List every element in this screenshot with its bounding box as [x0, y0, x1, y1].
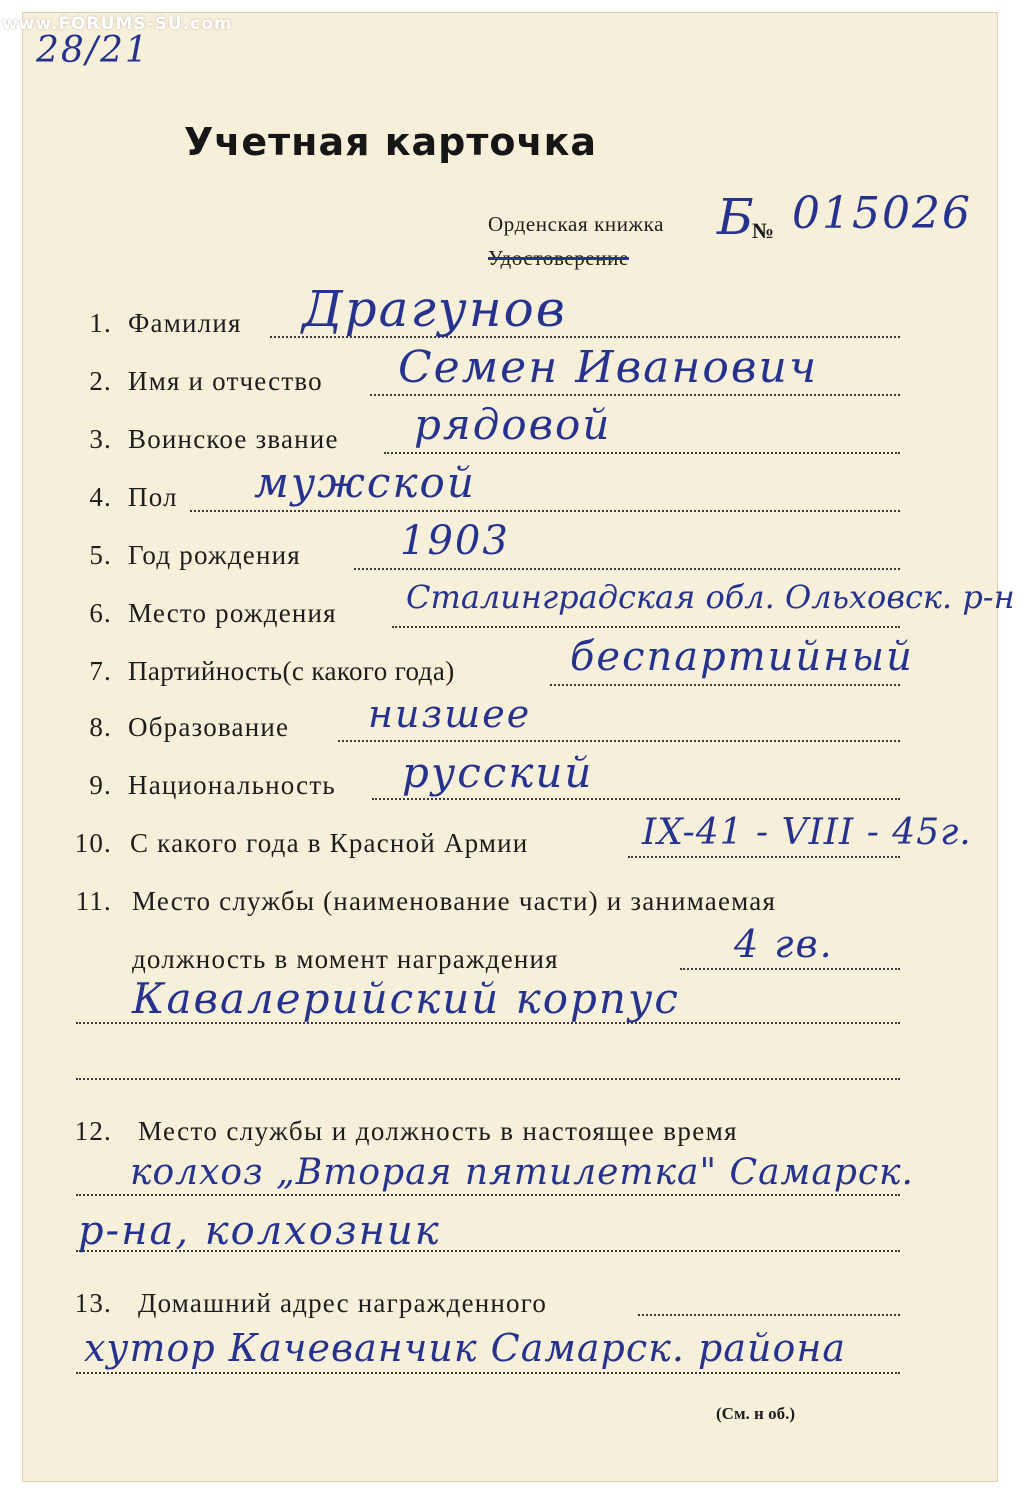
field-label-position: должность в момент награждения — [132, 944, 559, 974]
field-number: 13. — [74, 1288, 112, 1318]
field-number: 4. — [89, 482, 112, 512]
value-unit-short: 4 гв. — [734, 922, 834, 966]
value-sex: мужской — [254, 458, 476, 507]
value-surname: Драгунов — [302, 280, 567, 338]
value-education: низшее — [368, 692, 532, 736]
book-number: 015026 — [792, 188, 972, 239]
value-current-service: колхоз „Вторая пятилетка" Самарск. — [130, 1152, 914, 1193]
watermark: www.FORUMS-SU.com — [2, 14, 233, 34]
record-card — [2, 12, 1015, 1482]
field-label-surname: Фамилия — [128, 308, 242, 338]
value-party: беспартийный — [570, 634, 914, 680]
value-rank: рядовой — [414, 400, 612, 449]
field-line — [680, 968, 900, 970]
field-line — [372, 798, 900, 800]
field-label-service-place: Место службы (наименование части) и занимаемая — [132, 886, 777, 916]
field-label-sex: Пол — [128, 482, 178, 512]
field-line — [76, 1372, 900, 1374]
field-number: 10. — [74, 828, 112, 858]
field-label-rank: Воинское звание — [128, 424, 339, 454]
field-number: 8. — [89, 712, 112, 742]
field-number: 5. — [89, 540, 112, 570]
field-line — [190, 510, 900, 512]
field-label-current-service: Место службы и должность в настоящее время — [138, 1116, 738, 1146]
field-line — [370, 394, 900, 396]
field-line — [392, 626, 900, 628]
field-number: 2. — [89, 366, 112, 396]
value-home-address: хутор Качеванчик Самарск. района — [84, 1326, 847, 1370]
field-label-birthplace: Место рождения — [128, 598, 337, 628]
value-current-position: р-на, колхозник — [78, 1208, 441, 1254]
field-line — [638, 1314, 900, 1316]
field-label-party: Партийность(с какого года) — [128, 656, 455, 686]
value-name: Семен Иванович — [398, 342, 819, 393]
field-number: 3. — [89, 424, 112, 454]
field-label-name: Имя и отчество — [128, 366, 323, 396]
field-line — [354, 568, 900, 570]
order-book-label: Орденская книжка — [488, 212, 665, 236]
field-number: 12. — [74, 1116, 112, 1146]
field-line — [76, 1194, 900, 1196]
field-line — [628, 856, 900, 858]
field-label-army-since: С какого года в Красной Армии — [130, 828, 529, 858]
field-line — [338, 740, 900, 742]
certificate-label: Удостоверение — [488, 246, 629, 270]
value-nationality: русский — [402, 748, 594, 797]
number-sign: № — [752, 218, 776, 243]
field-label-birth-year: Год рождения — [128, 540, 301, 570]
field-number: 6. — [89, 598, 112, 628]
field-label-nationality: Национальность — [128, 770, 336, 800]
value-unit: Кавалерийский корпус — [132, 974, 680, 1023]
value-army-since: IX-41 - VIII - 45г. — [642, 812, 972, 853]
field-line — [550, 684, 900, 686]
field-line — [76, 1078, 900, 1080]
field-number: 11. — [75, 886, 112, 916]
field-number: 1. — [89, 308, 112, 338]
field-line — [384, 452, 900, 454]
field-label-home-address: Домашний адрес награжденного — [138, 1288, 548, 1318]
archive-mark: 28/21 — [36, 30, 150, 71]
field-label-education: Образование — [128, 712, 290, 742]
value-birth-year: 1903 — [400, 518, 510, 564]
value-birthplace: Сталинградская обл. Ольховск. р-н — [406, 578, 1015, 616]
field-number: 9. — [89, 770, 112, 800]
field-number: 7. — [89, 656, 112, 686]
book-series: Б — [717, 188, 756, 246]
footer-note: (См. н об.) — [716, 1404, 795, 1423]
card-title: Учетная карточка — [184, 120, 597, 164]
